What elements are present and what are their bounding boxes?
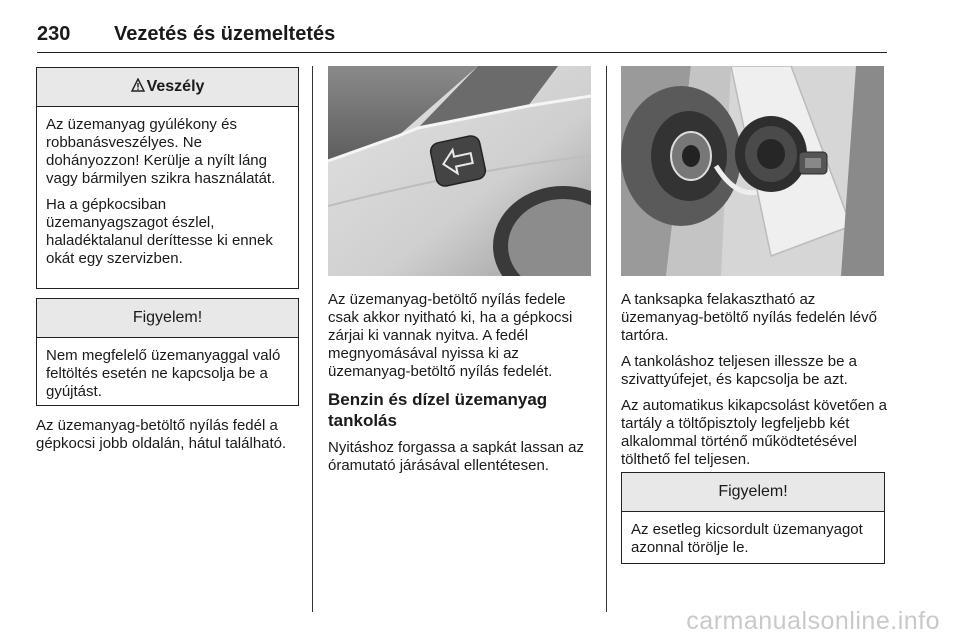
- fuel-door-car-photo: [328, 66, 591, 276]
- watermark: carmanualsonline.info: [686, 607, 940, 635]
- warning-triangle-icon: [131, 78, 145, 97]
- col3-paragraph: Az automatikus kikapcsolást követően a tartály a töltőpisztoly legfeljebb két alkalommal történő működtetésével tölthető fel teljesen.: [621, 397, 887, 468]
- col1-text: Az üzemanyag-betöltő nyílás fedél a gépkocsi jobb oldalán, hátul található.: [36, 417, 287, 452]
- danger-paragraph: Az üzemanyag gyúlékony és robbanásveszélyes. Ne dohányozzon! Kerülje a nyílt láng vagy bármilyen szikra használatát.: [46, 116, 276, 187]
- col2-text-block: [328, 291, 600, 483]
- section-heading: Benzin és dízel üzemanyag tankolás: [328, 390, 548, 430]
- col2-caption: Az üzemanyag-betöltő nyílás fedele csak akkor nyitható ki, ha a gépkocsi zárjai ki vannak nyitva. A fedél megnyomásával nyissa ki az üzemanyag-betöltő nyílás fedelét.: [328, 291, 573, 380]
- fuel-cap-photo: [621, 66, 884, 276]
- notice-text: Nem megfelelő üzemanyaggal való feltöltés esetén ne kapcsolja be a gyújtást.: [46, 347, 281, 400]
- column-divider: [606, 66, 607, 612]
- col3-text-block: [621, 291, 889, 477]
- notice-box: [621, 472, 885, 564]
- danger-box-body: [37, 107, 298, 268]
- column-divider: [312, 66, 313, 612]
- page-title: Vezetés és üzemeltetés: [114, 23, 336, 45]
- danger-title: Veszély: [146, 78, 205, 95]
- page-number: 230: [37, 23, 71, 45]
- col3-paragraph: A tankoláshoz teljesen illessze be a szivattyúfejet, és kapcsolja be azt.: [621, 353, 857, 388]
- notice-box-body: [622, 512, 884, 557]
- danger-paragraph: Ha a gépkocsiban üzemanyagszagot észlel, haladéktalanul deríttesse ki ennek okát egy szervizben.: [46, 196, 273, 267]
- notice-box-header: Figyelem!: [622, 473, 884, 512]
- col3-paragraph: A tanksapka felakasztható az üzemanyag-betöltő nyílás fedelén lévő tartóra.: [621, 291, 877, 344]
- notice-box: [36, 298, 299, 406]
- page-header: [37, 20, 887, 53]
- danger-box: [36, 67, 299, 289]
- notice-box-body: [37, 338, 298, 401]
- col1-paragraph: [36, 417, 308, 461]
- col2-text: Nyitáshoz forgassa a sapkát lassan az óramutató járásával ellentétesen.: [328, 439, 584, 474]
- notice-box-header: Figyelem!: [37, 299, 298, 338]
- notice-text: Az esetleg kicsordult üzemanyagot azonnal törölje le.: [631, 521, 863, 556]
- danger-box-header: [37, 68, 298, 107]
